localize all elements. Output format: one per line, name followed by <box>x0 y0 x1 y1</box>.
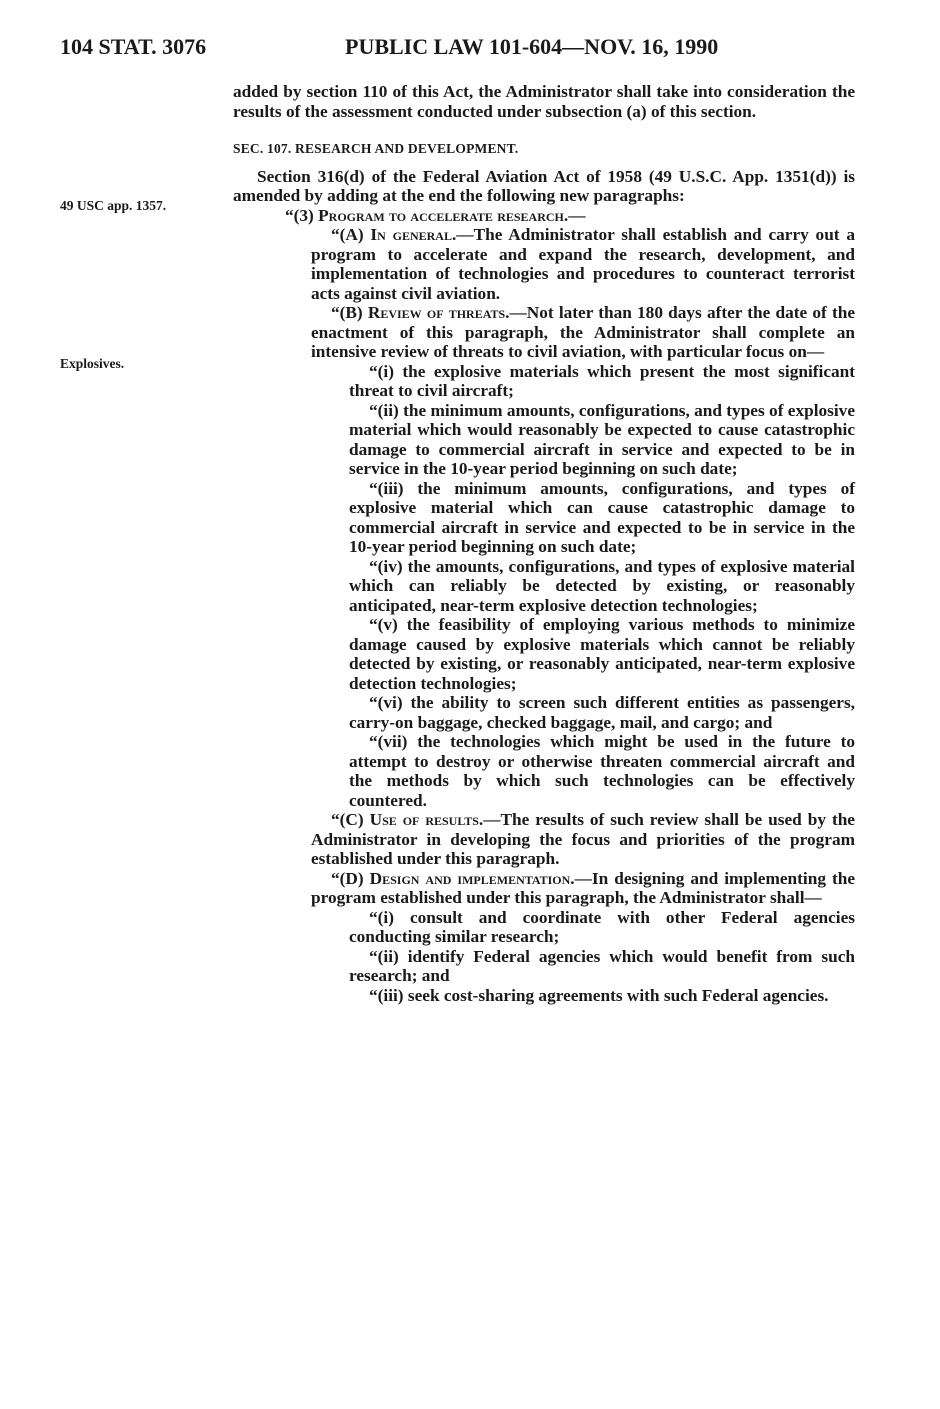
margin-note-usc: 49 USC app. 1357. <box>60 198 167 213</box>
clause-b-iv: “(iv) the amounts, configurations, and types of explosive material which can reliably be detected by existing, or reasonably anticipated, near-term explosive detection technologies; <box>349 556 855 615</box>
subparagraph-c-body: —The results of such review shall be used by the Administrator in developing the focus and priorities of the program established under this paragraph. <box>311 810 855 868</box>
subparagraph-b <box>233 303 855 362</box>
clause-b-i: “(i) the explosive materials which present the most significant threat to civil aircraft; <box>349 361 855 400</box>
subparagraph-c <box>233 810 855 869</box>
intro-paragraph: added by section 110 of this Act, the Administrator shall take into consideration the results of the assessment conducted under subsection (a) of this section. <box>233 82 855 121</box>
subparagraph-b-heading: “(B) Review of threats. <box>331 303 510 322</box>
subparagraph-d-heading: “(D) Design and implementation. <box>331 868 575 888</box>
clause-d-ii: “(ii) identify Federal agencies which would benefit from such research; and <box>349 946 855 985</box>
public-law-title: PUBLIC LAW 101-604—NOV. 16, 1990 <box>345 34 719 59</box>
document-body <box>233 82 855 1005</box>
page-header <box>60 34 880 64</box>
clause-b-iii: “(iii) the minimum amounts, configurations, and types of explosive material which can cause catastrophic damage to commercial aircraft in service and expected to be in service in the 10-year period beginning on such date; <box>349 478 855 556</box>
margin-note-explosives: Explosives. <box>60 356 125 371</box>
paragraph-3-heading: “(3) Program to accelerate research.— <box>285 205 586 225</box>
subparagraph-a-heading: “(A) In general. <box>331 225 457 244</box>
clause-b-vi: “(vi) the ability to screen such different entities as passengers, carry-on baggage, checked baggage, mail, and cargo; and <box>349 693 855 732</box>
subparagraph-d <box>233 869 855 908</box>
stat-page-number: 104 STAT. 3076 <box>60 34 207 59</box>
clause-d-iii: “(iii) seek cost-sharing agreements with such Federal agencies. <box>369 985 829 1005</box>
subparagraph-c-heading: “(C) Use of results. <box>331 810 484 829</box>
clause-b-ii: “(ii) the minimum amounts, configurations, and types of explosive material which would reasonably be expected to cause catastrophic damage to commercial aircraft in service and expected to be in service in the 10-year period beginning on such date; <box>349 400 855 478</box>
clause-d-i: “(i) consult and coordinate with other Federal agencies conducting similar research; <box>349 907 855 946</box>
subparagraph-a <box>233 225 855 303</box>
clause-b-v: “(v) the feasibility of employing various methods to minimize damage caused by explosive materials which cannot be reliably detected by existing, or reasonably anticipated, near-term explosive detection technologies; <box>349 615 855 693</box>
section-heading: SEC. 107. RESEARCH AND DEVELOPMENT. <box>233 141 519 156</box>
subparagraph-a-body: —The Administrator shall establish and carry out a program to accelerate and expand the research, development, and implementation of technologies and procedures to counteract terrorist acts against civil aviation. <box>311 225 856 303</box>
clause-b-vii: “(vii) the technologies which might be used in the future to attempt to destroy or otherwise threaten commercial aircraft and the methods by which such technologies can be effectively countered. <box>349 732 855 810</box>
subparagraph-d-body: —In designing and implementing the program established under this paragraph, the Administrator shall— <box>311 868 855 907</box>
subparagraph-b-body: —Not later than 180 days after the date of the enactment of this paragraph, the Administrator shall complete an intensive review of threats to civil aviation, with particular focus on— <box>311 303 855 361</box>
section-body: Section 316(d) of the Federal Aviation Act of 1958 (49 U.S.C. App. 1351(d)) is amended by adding at the end the following new paragraphs: <box>233 166 855 205</box>
